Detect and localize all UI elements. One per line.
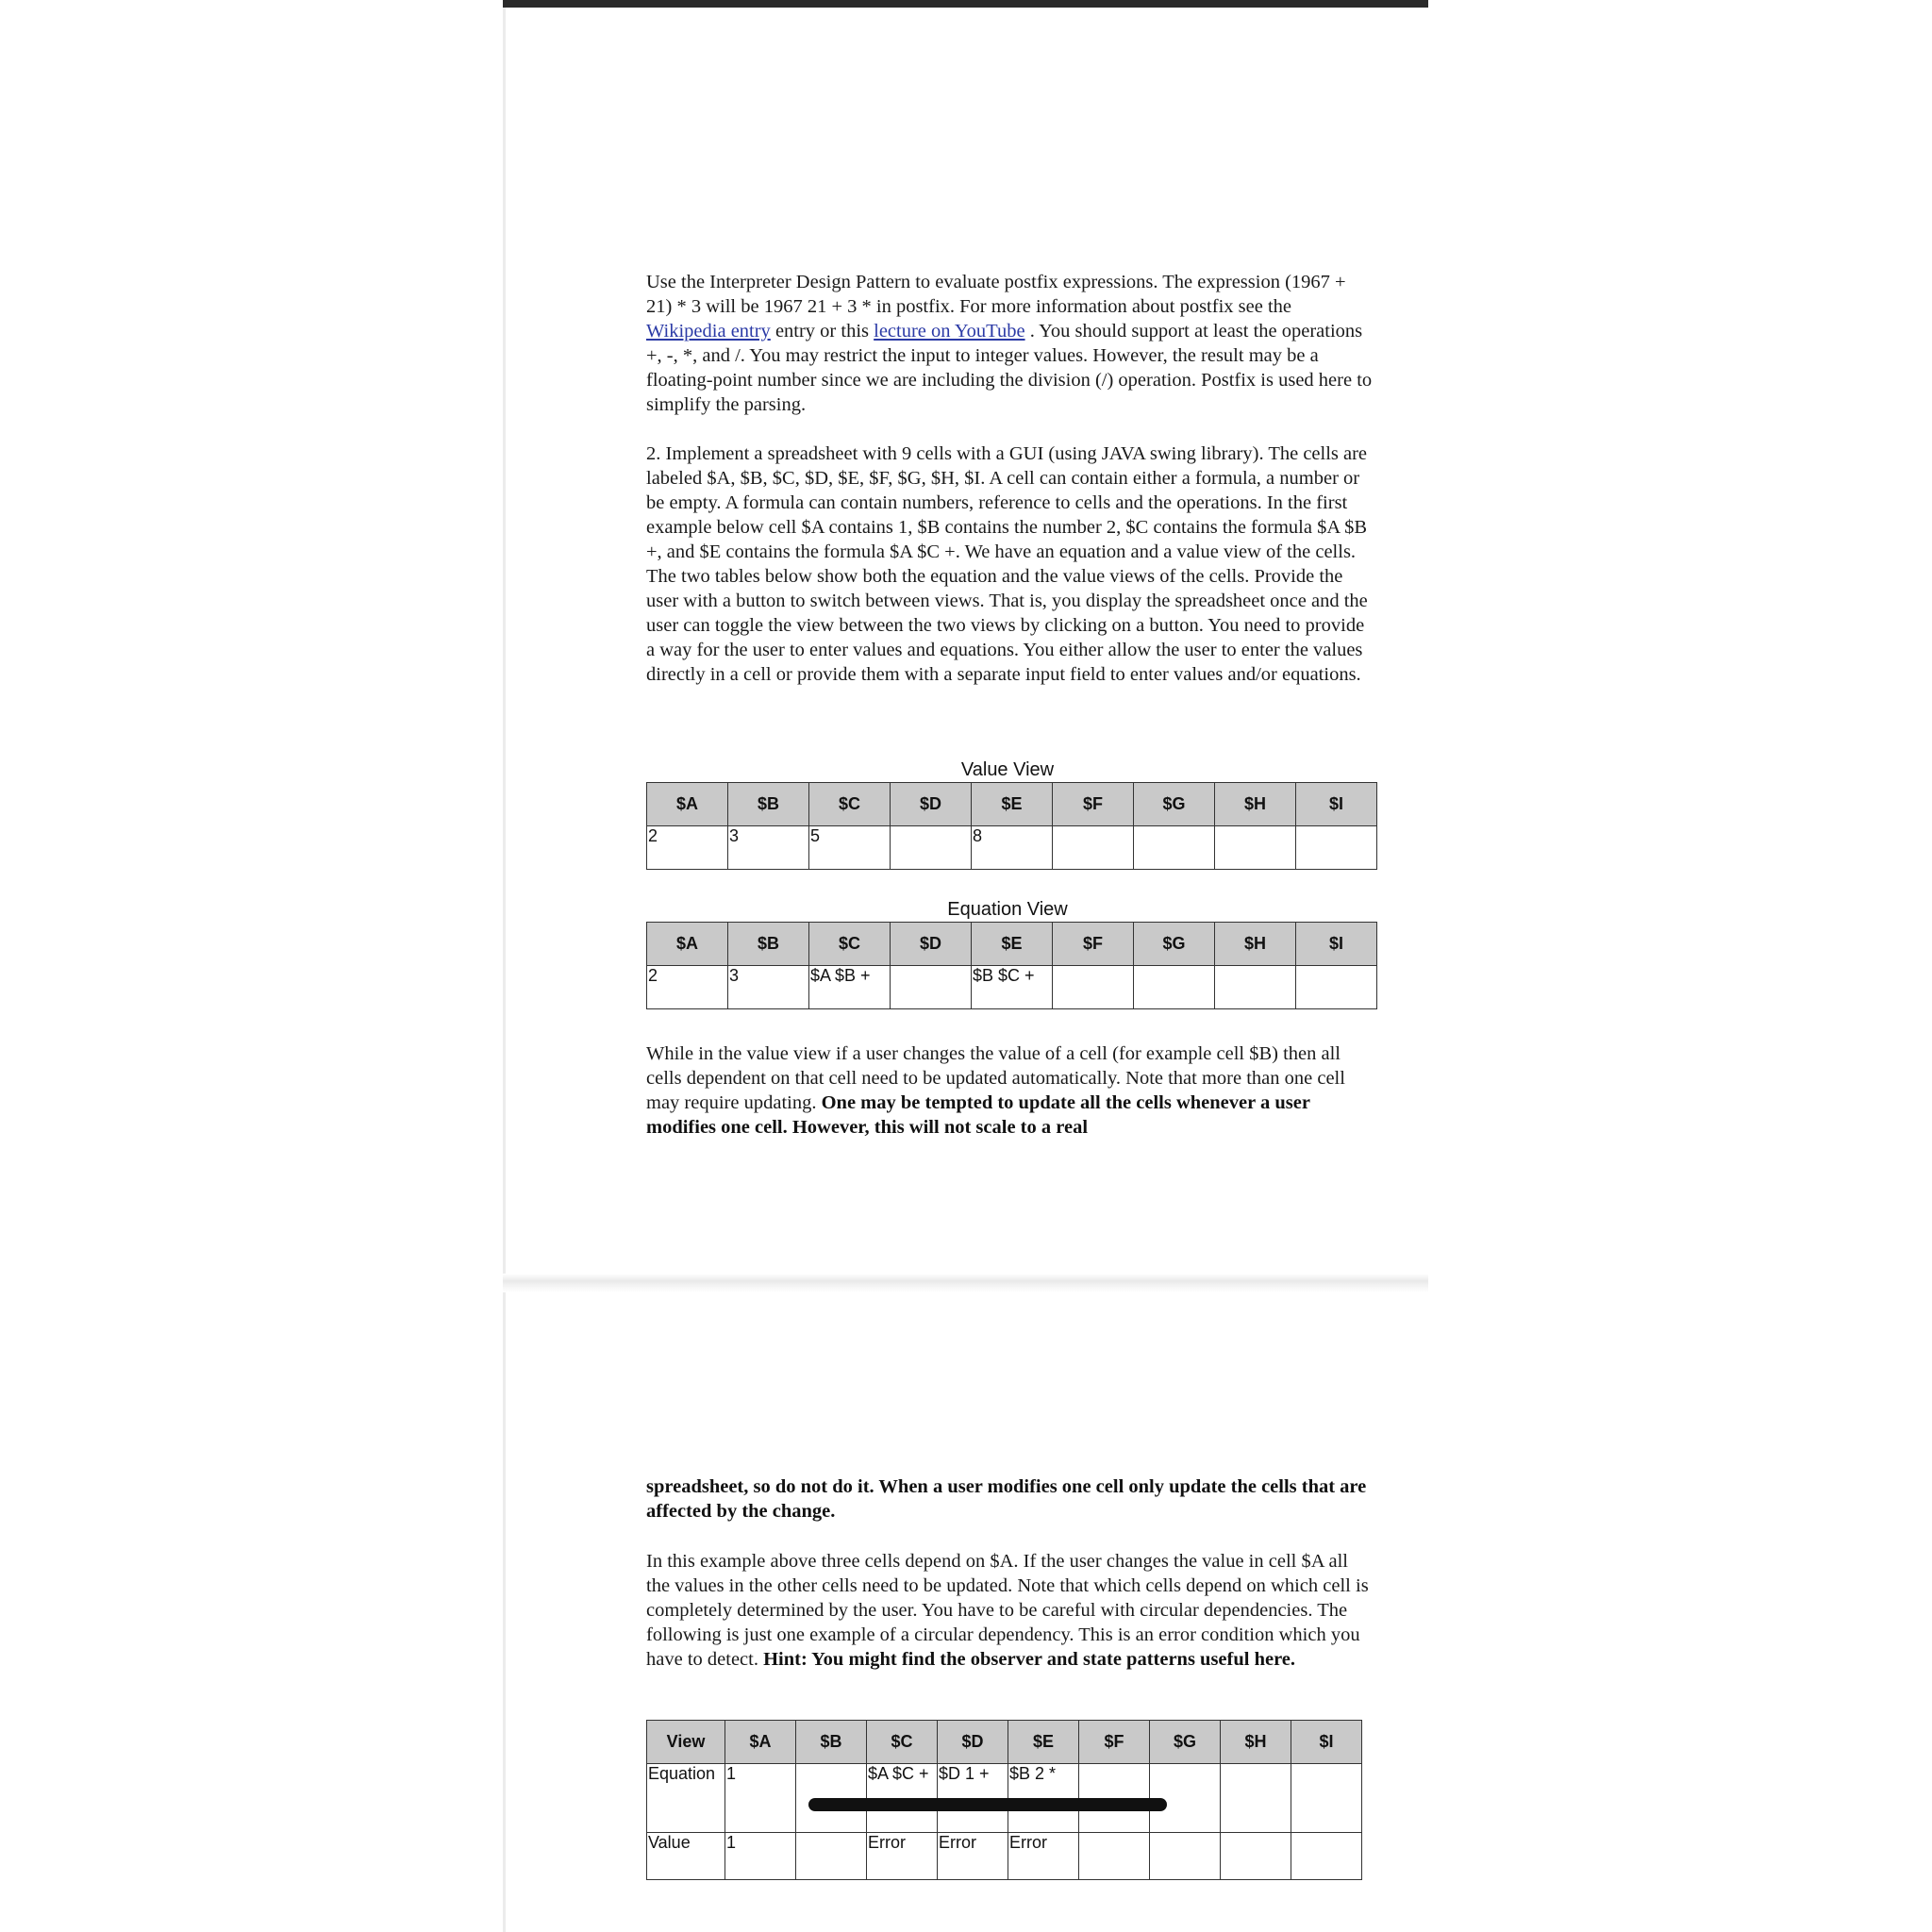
value-header-cell: $H xyxy=(1215,783,1296,826)
paragraph-continuation xyxy=(646,1474,1373,1524)
value-header-cell: $D xyxy=(891,783,972,826)
paragraph-text: While in the value view if a user changes the value of a cell (for example cell $B) then all cells dependent on that cell need to be updated automatically. Note that more than one cell may require updating. xyxy=(646,1043,1345,1113)
value-view-cell[interactable]: 2 xyxy=(647,826,728,870)
equation-view-cell[interactable]: 3 xyxy=(728,966,809,1009)
paragraph-auto-update xyxy=(646,1041,1373,1140)
equation-header-cell: $F xyxy=(1053,923,1134,966)
value-view-title: Value View xyxy=(960,759,1055,780)
value-view-cell[interactable]: 5 xyxy=(809,826,891,870)
paragraph-text: In this example above three cells depend on $A. If the user changes the value in cell $A all the values in the other cells need to be updated. Note that which cells depend on which cell is completely determined by the user. You have to be careful with circular dependencies. The following is just one example of a circular dependency. This is an error condition which you have to detect. xyxy=(646,1551,1369,1670)
table-row xyxy=(647,1833,1362,1880)
circular-table-cell[interactable]: $A $C + xyxy=(867,1764,938,1833)
value-header-cell: $C xyxy=(809,783,891,826)
paragraph-bold-text: spreadsheet, so do not do it. When a user modifies one cell only update the cells that are affected by the change. xyxy=(646,1476,1367,1522)
circular-header-cell: $H xyxy=(1221,1721,1291,1764)
value-view-cell[interactable] xyxy=(1215,826,1296,870)
equation-header-cell: $H xyxy=(1215,923,1296,966)
circular-header-cell: View xyxy=(647,1721,725,1764)
circular-table-cell[interactable] xyxy=(1221,1833,1291,1880)
equation-view-cell[interactable]: $B $C + xyxy=(972,966,1053,1009)
paragraph-bold-text: Hint: You might find the observer and state patterns useful here. xyxy=(763,1649,1296,1670)
equation-header-cell: $D xyxy=(891,923,972,966)
circular-header-cell: $G xyxy=(1150,1721,1221,1764)
circular-table-cell[interactable]: Error xyxy=(1008,1833,1079,1880)
circular-table-cell[interactable] xyxy=(1291,1833,1362,1880)
circular-header-cell: $B xyxy=(796,1721,867,1764)
circular-table-cell[interactable]: $D 1 + xyxy=(938,1764,1008,1833)
circular-table-cell[interactable] xyxy=(1150,1833,1221,1880)
circular-header-cell: $D xyxy=(938,1721,1008,1764)
paragraph-text: . You should support at least the operations +, -, *, and /. You may restrict the input to integer values. However, the result may be a floating-point number since we are including the division (/) operation. Postfix is used here to simplify the parsing. xyxy=(646,321,1373,415)
value-header-cell: $A xyxy=(647,783,728,826)
paragraph-interpreter xyxy=(646,270,1373,417)
value-view-cell[interactable] xyxy=(1134,826,1215,870)
value-view-cell[interactable]: 8 xyxy=(972,826,1053,870)
home-indicator[interactable] xyxy=(808,1798,1167,1811)
equation-header-cell: $I xyxy=(1296,923,1377,966)
equation-view-cell[interactable]: 2 xyxy=(647,966,728,1009)
circular-header-cell: $A xyxy=(725,1721,796,1764)
circular-header-cell: $C xyxy=(867,1721,938,1764)
circular-table-cell[interactable]: Error xyxy=(867,1833,938,1880)
circular-table-cell[interactable] xyxy=(1291,1764,1362,1833)
value-header-cell: $E xyxy=(972,783,1053,826)
equation-view-cell[interactable] xyxy=(1296,966,1377,1009)
equation-view-title: Equation View xyxy=(947,899,1068,920)
circular-header-cell: $F xyxy=(1079,1721,1150,1764)
equation-view-cell[interactable] xyxy=(891,966,972,1009)
value-view-cell[interactable] xyxy=(891,826,972,870)
circular-table-cell[interactable]: Error xyxy=(938,1833,1008,1880)
circular-table-cell[interactable]: $B 2 * xyxy=(1008,1764,1079,1833)
paragraph-text: Use the Interpreter Design Pattern to evaluate postfix expressions. The expression (1967 + 21) * 3 will be 1967 21 + 3 * in postfix. For more information about postfix see the xyxy=(646,272,1346,317)
equation-header-cell: $A xyxy=(647,923,728,966)
wikipedia-link[interactable]: Wikipedia entry xyxy=(646,321,771,341)
equation-view-cell[interactable]: $A $B + xyxy=(809,966,891,1009)
circular-table-cell[interactable]: 1 xyxy=(725,1833,796,1880)
paragraph-bold-text: One may be tempted to update all the cells whenever a user modifies one cell. However, this will not scale to a real xyxy=(646,1092,1310,1138)
circular-table-cell: Value xyxy=(647,1833,725,1880)
circular-table-cell: Equation xyxy=(647,1764,725,1833)
circular-table-cell[interactable] xyxy=(1221,1764,1291,1833)
value-view-cell[interactable] xyxy=(1296,826,1377,870)
youtube-lecture-link[interactable]: lecture on YouTube xyxy=(874,321,1025,341)
circular-header-cell: $E xyxy=(1008,1721,1079,1764)
value-header-cell: $F xyxy=(1053,783,1134,826)
value-header-cell: $G xyxy=(1134,783,1215,826)
equation-header-cell: $E xyxy=(972,923,1053,966)
equation-view-cell[interactable] xyxy=(1134,966,1215,1009)
value-view-table xyxy=(646,782,1377,870)
equation-view-table xyxy=(646,922,1377,1009)
circular-table-cell[interactable] xyxy=(796,1833,867,1880)
circular-table-cell[interactable] xyxy=(1079,1833,1150,1880)
equation-header-cell: $G xyxy=(1134,923,1215,966)
value-header-cell: $I xyxy=(1296,783,1377,826)
equation-header-cell: $B xyxy=(728,923,809,966)
circular-table-cell[interactable]: 1 xyxy=(725,1764,796,1833)
page-separator xyxy=(503,1274,1428,1292)
value-view-cell[interactable] xyxy=(1053,826,1134,870)
value-header-cell: $B xyxy=(728,783,809,826)
equation-view-cell[interactable] xyxy=(1053,966,1134,1009)
paragraph-spreadsheet-task: 2. Implement a spreadsheet with 9 cells with a GUI (using JAVA swing library). The cells are labeled $A, $B, $C, $D, $E, $F, $G, $H, $I. A cell can contain either a formula, a number or be empty. A formula can contain numbers, reference to cells and the operations. In the first example below cell $A contains 1, $B contains the number 2, $C contains the formula $A $B +, and $E contains the formula $A $C +. We have an equation and a value view of the cells. The two tables below show both the equation and the value views of the cells. Provide the user with a button to switch between views. That is, you display the spreadsheet once and the user can toggle the view between the two views by clicking on a button. You need to provide a way for the user to enter values and equations. You either allow the user to enter the values directly in a cell or provide them with a separate input field to enter values and/or equations. xyxy=(646,443,1368,685)
paragraph-text: entry or this xyxy=(770,321,874,341)
value-view-cell[interactable]: 3 xyxy=(728,826,809,870)
paragraph-circular-dependency xyxy=(646,1549,1373,1672)
equation-view-cell[interactable] xyxy=(1215,966,1296,1009)
top-dark-bar xyxy=(503,0,1428,8)
equation-header-cell: $C xyxy=(809,923,891,966)
circular-header-cell: $I xyxy=(1291,1721,1362,1764)
